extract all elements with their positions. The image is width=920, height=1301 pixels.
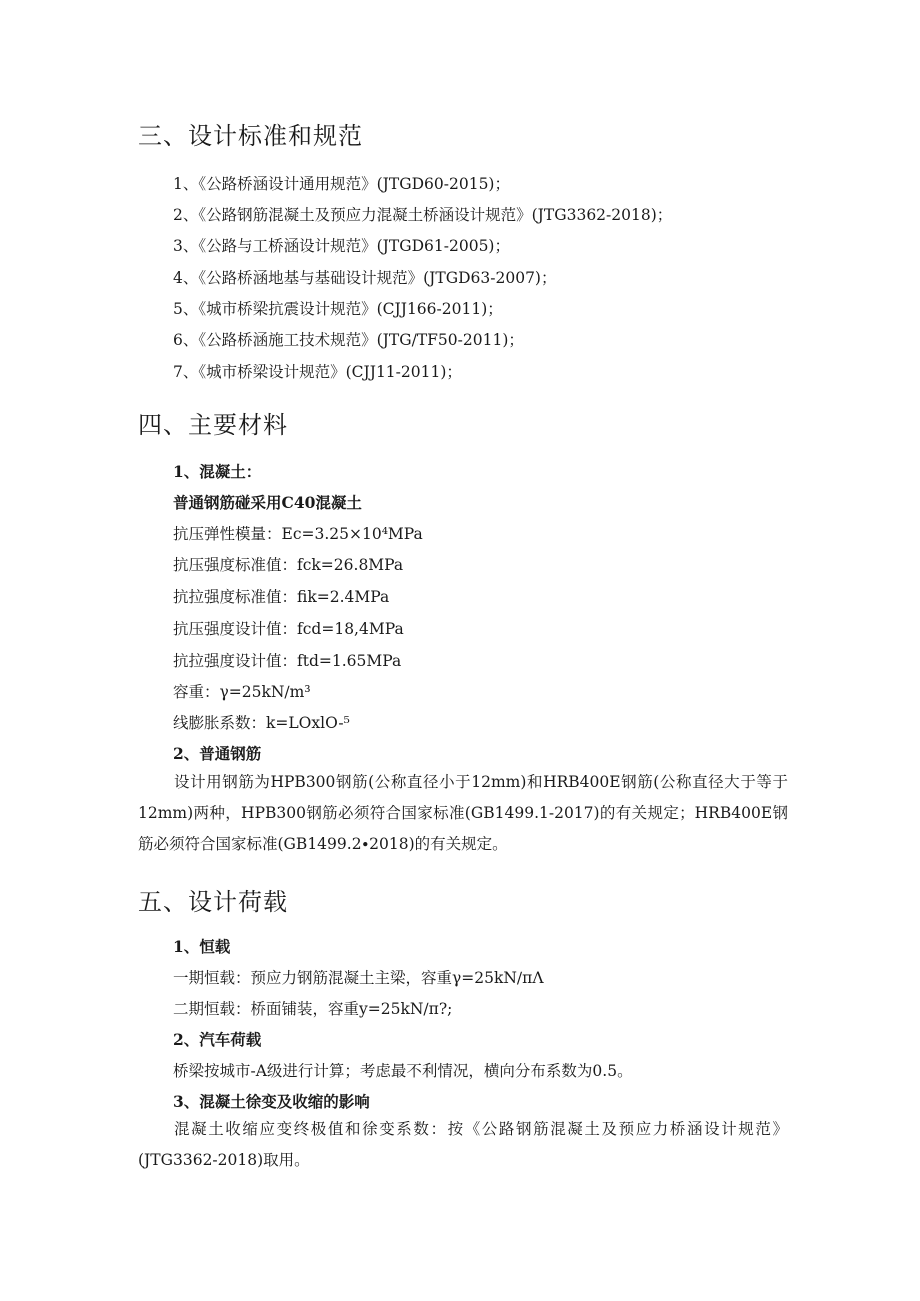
standard-item-3: 3、《公路与工桥涵设计规范》(JTGD61-2005)； <box>173 237 510 255</box>
standard-item-5: 5、《城市桥梁抗震设计规范》(CJJ166-2011)； <box>173 300 503 318</box>
tensile-design-line: 抗拉强度设计值：ftd=1.65MPa <box>173 652 402 670</box>
standard-item-1: 1、《公路桥涵设计通用规范》(JTGD60-2015)； <box>173 175 510 193</box>
rebar-heading: 2、普通钢筋 <box>173 744 262 763</box>
standard-item-4: 4、《公路桥涵地基与基础设计规范》(JTGD63-2007)； <box>173 269 557 287</box>
modulus-label: 抗压弹性模量： <box>173 525 282 543</box>
standard-item-6: 6、《公路桥涵施工技术规范》(JTG/TF50-2011)； <box>173 331 524 349</box>
rebar-paragraph: 设计用钢筋为HPB300钢筋(公称直径小于12mm)和HRB400E钢筋(公称直径大于等于12mm)两种，HPB300钢筋必须符合国家标准(GB1499.1-2017)的有关规定；HRB400E钢筋必须符合国家标准(GB1499.2∙2018)的有关规定。 <box>138 773 788 853</box>
compressive-design-line: 抗压强度设计值：fcd=18,4MPa <box>173 620 404 638</box>
standard-item-7: 7、《城市桥梁设计规范》(CJJ11-2011)； <box>173 363 462 381</box>
section-4-heading: 四、主要材料 <box>138 411 288 439</box>
creep-shrinkage-paragraph: 混凝土收缩应变终极值和徐变系数：按《公路钢筋混凝土及预应力桥涵设计规范》(JTG3362-2018)取用。 <box>138 1120 788 1169</box>
dead-load-heading: 1、恒载 <box>173 937 231 956</box>
section-5-heading: 五、设计荷载 <box>138 888 288 916</box>
dead-load-stage-2: 二期恒载：桥面铺装，容重y=25kN∕π?; <box>173 1000 453 1018</box>
modulus-line <box>173 522 423 544</box>
vehicle-load-heading: 2、汽车荷载 <box>173 1030 262 1049</box>
unit-weight-line: 容重：γ=25kN∕m³ <box>173 683 311 701</box>
vehicle-load-line: 桥梁按城市-A级进行计算；考虑最不利情况，横向分布系数为0.5。 <box>173 1062 633 1080</box>
expansion-coefficient-line: 线膨胀系数：k=LOxlO-⁵ <box>173 714 350 732</box>
creep-shrinkage-heading: 3、混凝土徐变及收缩的影响 <box>173 1092 370 1111</box>
concrete-heading: 1、混凝土： <box>173 462 262 481</box>
section-3-heading: 三、设计标准和规范 <box>138 122 363 150</box>
tensile-standard-line: 抗拉强度标准值：fik=2.4MPa <box>173 588 390 606</box>
standard-item-2: 2、《公路钢筋混凝土及预应力混凝土桥涵设计规范》(JTG3362-2018)； <box>173 206 673 224</box>
compressive-standard-line: 抗压强度标准值：fck=26.8MPa <box>173 556 404 574</box>
concrete-subheading: 普通钢筋碰采用C40混凝土 <box>173 493 362 512</box>
modulus-value: Ec=3.25×10⁴MPa <box>281 525 423 543</box>
dead-load-stage-1: 一期恒载：预应力钢筋混凝土主梁，容重γ=25kN∕πΛ <box>173 969 544 987</box>
